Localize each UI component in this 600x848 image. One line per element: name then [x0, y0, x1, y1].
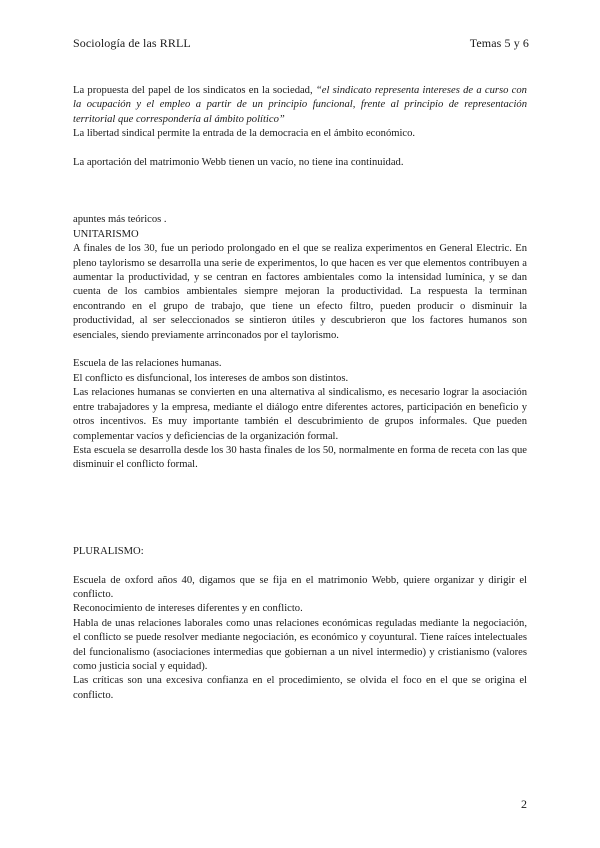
header-course-title: Sociología de las RRLL [73, 36, 191, 50]
pluralismo-heading: PLURALISMO: [73, 545, 144, 557]
page-number: 2 [521, 797, 527, 811]
intro-paragraph-1 [73, 84, 527, 127]
unitarismo-paragraph-1: A finales de los 30, fue un periodo prolongado en el que se realiza experimentos en General Electric. En pleno taylorismo se desarrolla una serie de experimentos, lo que hacen es ver que elementos contribuyen a aumentar la productividad, y se centran en factores ambientales como la intensidad lumínica, y se dan cuenta de los cambios ambientales siempre mejoran la productividad. La respuesta la terminan encontrando en el grupo de trabajo, que tiene un efecto filtro, pueden producir o disminuir la productividad, al ser seleccionados se sintieron útiles y descubrieron que los factores humanos son esenciales, siendo previamente arrinconados por el taylorismo. [73, 243, 527, 341]
header-topics: Temas 5 y 6 [469, 36, 529, 50]
document-body [73, 84, 527, 703]
unitarismo-note: apuntes más teóricos . [73, 214, 167, 226]
unitarismo-paragraph-3: El conflicto es disfuncional, los intereses de ambos son distintos. [73, 372, 349, 384]
unitarismo-paragraph-5: Esta escuela se desarrolla desde los 30 hasta finales de los 50, normalmente en forma de receta con las que disminuir el conflicto formal. [73, 444, 527, 471]
unitarismo-paragraph-4: Las relaciones humanas se convierten en una alternativa al sindicalismo, es necesario lograr la asociación entre trabajadores y la empresa, mediante el diálogo entre diferentes actores, participación en beneficio y otros incentivos. Es muy importante también el descubrimiento de grupos informales. Que pueden complementar vacíos y deficiencias de la organización formal. [73, 387, 527, 442]
pluralismo-paragraph-1: Escuela de oxford años 40, digamos que se fija en el matrimonio Webb, quiere organizar y dirigir el conflicto. [73, 574, 527, 600]
unitarismo-heading: UNITARISMO [73, 228, 139, 240]
unitarismo-paragraph-2: Escuela de las relaciones humanas. [73, 358, 222, 370]
pluralismo-paragraph-2: Reconocimiento de intereses diferentes y en conflicto. [73, 603, 303, 615]
intro-paragraph-2: La libertad sindical permite la entrada de la democracia en el ámbito económico. [73, 128, 416, 140]
intro-paragraph-1-text: La propuesta del papel de los sindicatos en la sociedad, [73, 85, 316, 96]
pluralismo-paragraph-3: Habla de unas relaciones laborales como unas relaciones económicas reguladas mediante la negociación, el conflicto se puede resolver mediante negociación, es económico y coyuntural. Tiene raíces intelectuales del funcionalismo (asociaciones intermedias que gobiernan a un nivel intermedio) y cristianismo (valores como justicia social y equidad). [73, 617, 527, 672]
intro-quote: “el sindicato representa intereses de a curso con la ocupación y el empleo a partir de un principio funcional, frente al principio de representación territorial que correspondería al ámbito político” [73, 85, 527, 125]
pluralismo-paragraph-4: Las críticas son una excesiva confianza en el procedimiento, se olvida el foco en el que se origina el conflicto. [73, 675, 527, 701]
intro-paragraph-3: La aportación del matrimonio Webb tienen un vacío, no tiene ina continuidad. [73, 157, 404, 169]
